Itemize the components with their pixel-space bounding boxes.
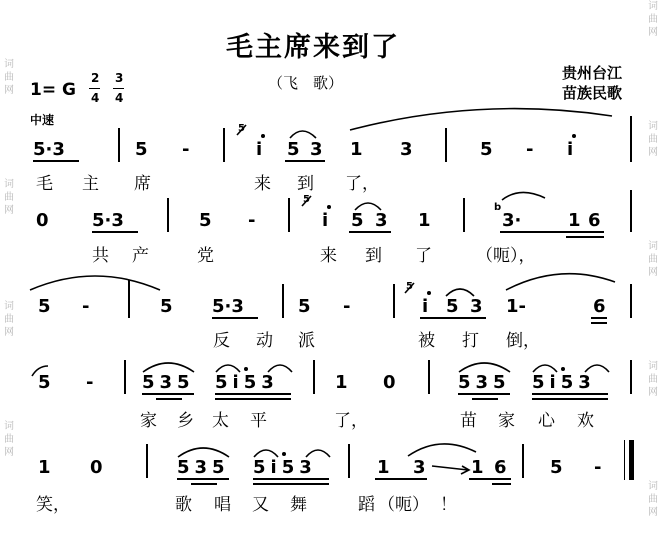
lyric: 来 bbox=[254, 174, 271, 194]
lyric: 倒， bbox=[506, 331, 540, 351]
song-title: 毛主席来到了 bbox=[226, 32, 400, 63]
barline bbox=[146, 444, 148, 478]
lyric: 乡 bbox=[177, 411, 194, 431]
note: 5 bbox=[38, 296, 51, 317]
underline bbox=[285, 160, 325, 162]
note: 5 bbox=[298, 296, 311, 317]
slur-arc bbox=[355, 203, 381, 210]
slur-arc bbox=[408, 444, 476, 456]
note: 6 bbox=[494, 457, 507, 478]
octave-dot bbox=[282, 452, 286, 456]
tie-arc bbox=[350, 109, 612, 130]
note: - bbox=[86, 372, 94, 393]
slur-arc bbox=[446, 289, 474, 296]
slur-arc bbox=[178, 448, 229, 457]
meter-b-bottom: 4 bbox=[115, 91, 124, 105]
barline bbox=[463, 198, 465, 232]
watermark-right-2: 词 曲 网 bbox=[648, 121, 658, 158]
barline bbox=[630, 116, 632, 162]
note: - bbox=[182, 139, 190, 160]
note: 5 bbox=[480, 139, 493, 160]
grace-note: 5 bbox=[238, 123, 245, 134]
slide-arrow bbox=[432, 466, 468, 470]
underline bbox=[212, 317, 258, 319]
watermark-right-5: 词 曲 网 bbox=[648, 481, 658, 518]
barline bbox=[313, 360, 315, 394]
lyric: 主 bbox=[82, 174, 99, 194]
lyric: 产 bbox=[132, 246, 149, 266]
underline bbox=[191, 483, 217, 485]
lyric: 打 bbox=[462, 331, 479, 351]
meter-a-bottom: 4 bbox=[91, 91, 100, 105]
watermark-left-4: 词 曲 网 bbox=[4, 421, 14, 458]
underline bbox=[591, 322, 607, 324]
slur-arc bbox=[268, 365, 292, 372]
octave-dot bbox=[561, 367, 565, 371]
note: 0 bbox=[383, 372, 396, 393]
note: 6 bbox=[588, 210, 601, 231]
lyric: （呃） bbox=[378, 495, 429, 515]
slur-arc bbox=[290, 131, 316, 138]
slur-arc bbox=[502, 192, 545, 200]
note: - bbox=[594, 457, 602, 478]
lyric: 笑， bbox=[36, 495, 70, 515]
lyric: 派 bbox=[298, 331, 315, 351]
barline bbox=[118, 128, 120, 162]
watermark-left-1: 词 曲 网 bbox=[4, 59, 14, 96]
lyric: 了 bbox=[415, 246, 432, 266]
barline bbox=[630, 284, 632, 318]
note-group: 5i53 bbox=[532, 372, 596, 393]
lyric: 来 bbox=[320, 246, 337, 266]
note: 3 bbox=[470, 296, 483, 317]
note: 3 bbox=[413, 457, 426, 478]
note: 1 bbox=[377, 457, 390, 478]
meter-a-line bbox=[89, 88, 100, 89]
note: 0 bbox=[36, 210, 49, 231]
note: - bbox=[248, 210, 256, 231]
underline bbox=[253, 478, 329, 480]
note: 5 bbox=[287, 139, 300, 160]
underline bbox=[591, 317, 607, 319]
watermark-right-4: 词 曲 网 bbox=[648, 361, 658, 398]
underline bbox=[349, 231, 391, 233]
note: 5 bbox=[160, 296, 173, 317]
note: 3 bbox=[400, 139, 413, 160]
grace-note: 5 bbox=[406, 281, 413, 292]
final-barline-thin bbox=[624, 440, 625, 480]
note: 5·3 bbox=[92, 210, 124, 231]
lyric: 太 bbox=[212, 411, 229, 431]
octave-dot bbox=[572, 134, 576, 138]
barline bbox=[393, 284, 395, 318]
lyric: 到 bbox=[297, 174, 314, 194]
underline bbox=[420, 317, 486, 319]
slur-arc bbox=[459, 363, 510, 372]
octave-dot bbox=[261, 134, 265, 138]
barline bbox=[223, 128, 225, 162]
note: 5 bbox=[135, 139, 148, 160]
lyric: （呃）， bbox=[476, 246, 536, 266]
note: 5 bbox=[199, 210, 212, 231]
meter-b-top: 3 bbox=[115, 71, 124, 85]
lyric: 又 bbox=[252, 495, 269, 515]
tie-arc bbox=[30, 276, 160, 290]
lyric: 到 bbox=[365, 246, 382, 266]
grace-note: 5 bbox=[303, 194, 310, 205]
barline bbox=[445, 128, 447, 162]
note: 1 bbox=[350, 139, 363, 160]
note: i bbox=[256, 139, 263, 160]
note: 3 bbox=[310, 139, 323, 160]
lyric: 反 bbox=[213, 331, 230, 351]
note: 5 bbox=[446, 296, 459, 317]
flat-sign: b bbox=[494, 202, 502, 213]
lyric: 家 bbox=[498, 411, 515, 431]
note: 1 bbox=[471, 457, 484, 478]
note: 3· bbox=[502, 210, 522, 231]
note: 1 bbox=[335, 372, 348, 393]
note-group: 535 bbox=[458, 372, 511, 393]
lyric: 了， bbox=[345, 174, 379, 194]
note: 1- bbox=[506, 296, 526, 317]
note: i bbox=[567, 139, 574, 160]
barline bbox=[348, 444, 350, 478]
note: 5 bbox=[351, 210, 364, 231]
watermark-right-1: 词 曲 网 bbox=[648, 1, 658, 38]
slur-arc bbox=[533, 365, 557, 372]
barline bbox=[282, 284, 284, 318]
note: 3 bbox=[375, 210, 388, 231]
note: 5 bbox=[38, 372, 51, 393]
barline bbox=[522, 444, 524, 478]
lyric: 苗 bbox=[460, 411, 477, 431]
octave-dot bbox=[327, 205, 331, 209]
tie-arc bbox=[506, 274, 615, 290]
underline bbox=[469, 478, 511, 480]
note: 5·3 bbox=[212, 296, 244, 317]
lyric: 平 bbox=[250, 411, 267, 431]
lyric: ！ bbox=[440, 495, 457, 515]
underline bbox=[215, 393, 291, 395]
meter-b-line bbox=[113, 88, 124, 89]
genre-label: （飞 歌） bbox=[268, 74, 344, 92]
underline bbox=[215, 398, 291, 400]
octave-dot bbox=[244, 367, 248, 371]
lyric: 心 bbox=[538, 411, 555, 431]
barline bbox=[630, 190, 632, 232]
note: 6 bbox=[593, 296, 606, 317]
note: 1 bbox=[418, 210, 431, 231]
underline bbox=[375, 478, 427, 480]
underline bbox=[253, 483, 329, 485]
barline bbox=[428, 360, 430, 394]
barline bbox=[630, 360, 632, 394]
underline bbox=[142, 393, 194, 395]
underline bbox=[500, 231, 604, 233]
tempo-mark: 中速 bbox=[30, 113, 55, 127]
lyric: 欢 bbox=[577, 411, 594, 431]
note: - bbox=[343, 296, 351, 317]
origin-region: 贵州台江 bbox=[562, 64, 623, 82]
slur-arc bbox=[306, 450, 330, 457]
lyric: 蹈 bbox=[358, 495, 375, 515]
meter-a-top: 2 bbox=[91, 71, 100, 85]
barline bbox=[128, 280, 130, 318]
key-signature: 1= G bbox=[30, 80, 76, 100]
slur-arc bbox=[585, 365, 609, 372]
octave-dot bbox=[427, 291, 431, 295]
lyric: 毛 bbox=[36, 174, 53, 194]
slur-arc bbox=[216, 365, 240, 372]
note-group: 535 bbox=[177, 457, 230, 478]
watermark-left-2: 词 曲 网 bbox=[4, 179, 14, 216]
barline bbox=[288, 198, 290, 232]
slide-arrow-head bbox=[461, 466, 469, 474]
note-group: 5i53 bbox=[215, 372, 279, 393]
underline bbox=[177, 478, 229, 480]
note-group: 5i53 bbox=[253, 457, 317, 478]
underline bbox=[532, 393, 608, 395]
note: i bbox=[322, 210, 329, 231]
barline bbox=[124, 360, 126, 394]
note-group: 535 bbox=[142, 372, 195, 393]
note: 5 bbox=[550, 457, 563, 478]
note: 5·3 bbox=[33, 139, 65, 160]
note: - bbox=[82, 296, 90, 317]
note: 0 bbox=[90, 457, 103, 478]
lyric: 舞 bbox=[290, 495, 307, 515]
lyric: 席 bbox=[134, 174, 151, 194]
underline bbox=[472, 398, 498, 400]
note: 1 bbox=[38, 457, 51, 478]
underline bbox=[532, 398, 608, 400]
slur-arc bbox=[254, 450, 278, 457]
barline bbox=[167, 198, 169, 232]
note: - bbox=[526, 139, 534, 160]
lyric: 被 bbox=[418, 331, 435, 351]
note: i bbox=[422, 296, 429, 317]
lyric: 了， bbox=[334, 411, 368, 431]
lyric: 动 bbox=[256, 331, 273, 351]
lyric: 唱 bbox=[214, 495, 231, 515]
underline bbox=[33, 160, 79, 162]
slur-arc bbox=[143, 363, 194, 372]
lyric: 党 bbox=[197, 246, 214, 266]
lyric: 家 bbox=[140, 411, 157, 431]
underline bbox=[156, 398, 182, 400]
underline bbox=[492, 483, 511, 485]
final-barline-thick bbox=[629, 440, 634, 480]
origin-ethnicity: 苗族民歌 bbox=[562, 84, 623, 102]
underline bbox=[92, 231, 138, 233]
underline bbox=[566, 236, 604, 238]
note: 1 bbox=[568, 210, 581, 231]
lyric: 歌 bbox=[175, 495, 192, 515]
lyric: 共 bbox=[92, 246, 109, 266]
watermark-left-3: 词 曲 网 bbox=[4, 301, 14, 338]
underline bbox=[458, 393, 510, 395]
watermark-right-3: 词 曲 网 bbox=[648, 241, 658, 278]
